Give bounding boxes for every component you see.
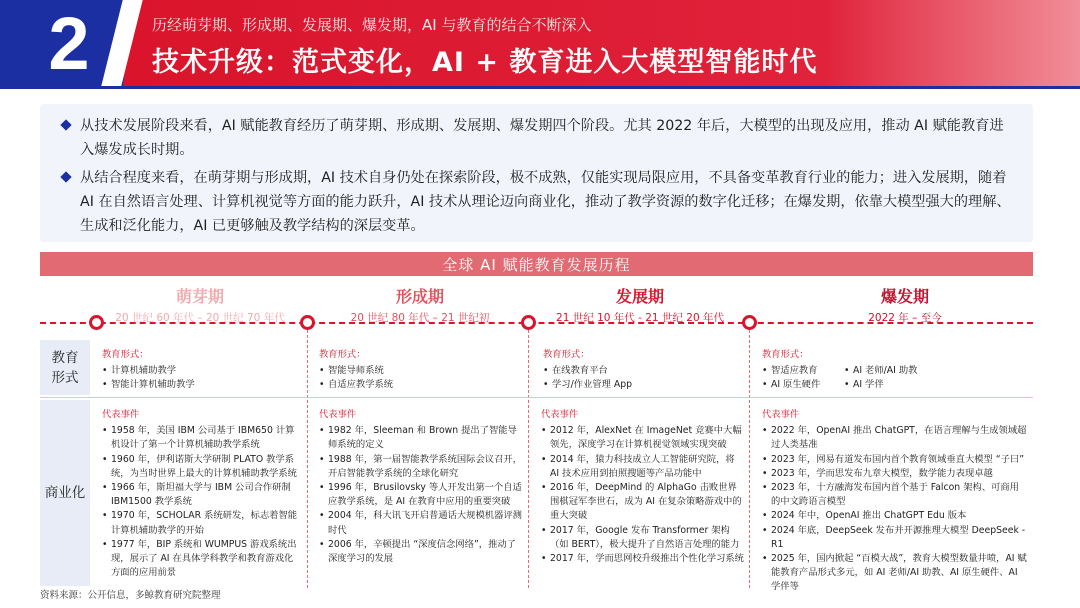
list-item: • 智能导师系统	[319, 364, 523, 378]
phase-name: 发展期	[615, 287, 664, 306]
header	[0, 0, 1080, 88]
phase-sprout	[95, 284, 305, 325]
header-subtitle: 历经萌芽期、形成期、发展期、爆发期，AI 与教育的结合不断深入	[152, 16, 592, 34]
list-item: • 2023 年，网易有道发布国内首个教育领域垂直大模型 “子曰”	[762, 453, 1028, 467]
row-label-commercial: 商业化	[40, 400, 90, 586]
list-item: • 在线教育平台	[543, 364, 747, 378]
source-note: 资料来源：公开信息，多鲸教育研究院整理	[40, 590, 221, 601]
section-number: 2	[48, 1, 90, 85]
events-list	[319, 424, 525, 566]
column-divider	[528, 330, 529, 588]
events-cell	[96, 402, 301, 580]
page-title: 技术升级：范式变化，AI + 教育进入大模型智能时代	[152, 47, 818, 78]
list-item: • 2023 年，学而思发布九章大模型，数学能力表现卓越	[762, 467, 1028, 481]
intro-box	[40, 104, 1033, 242]
list-item: • 智能计算机辅助教学	[102, 378, 304, 392]
events-header: 代表事件	[541, 409, 579, 420]
list-item: • 计算机辅助教学	[102, 364, 304, 378]
intro-paragraph	[80, 114, 1011, 162]
phase-name: 爆发期	[880, 287, 929, 306]
form-header: 教育形式：	[319, 349, 366, 360]
form-columns	[762, 364, 1026, 392]
list-item: • 1958 年，美国 IBM 公司基于 IBM650 计算机设计了第一个计算机辅助教学系统	[102, 424, 301, 452]
form-list	[762, 364, 832, 392]
form-cell	[537, 342, 747, 393]
list-item: • 1966 年，斯坦福大学与 IBM 公司合作研制 IBM1500 教学系统	[102, 481, 301, 509]
column-divider	[749, 330, 750, 588]
list-item: • 学习/作业管理 App	[543, 378, 747, 392]
form-list	[844, 364, 917, 392]
form-header: 教育形式：	[543, 349, 590, 360]
phase-development	[530, 284, 750, 325]
phase-name: 萌芽期	[175, 287, 224, 306]
intro-text: 从技术发展阶段来看，AI 赋能教育经历了萌芽期、形成期、发展期、爆发期四个阶段。尤其 2022 年后，大模型的出现及应用，推动 AI 赋能教育进入爆发成长时期。	[80, 118, 1004, 158]
form-header: 教育形式：	[762, 349, 809, 360]
column-divider	[307, 330, 308, 588]
list-item: • 2012 年，AlexNet 在 ImageNet 竞赛中大幅领先，深度学习在计算机视觉领域实现突破	[541, 424, 745, 452]
list-item: • 1960 年，伊利诺斯大学研制 PLATO 教学系统，为当时世界上最大的计算机辅助教学系统	[102, 453, 301, 481]
intro-text: 从结合程度来看，在萌芽期与形成期，AI 技术自身仍处在探索阶段，极不成熟，仅能实现局限应用，不具备变革教育行业的能力；进入发展期，随着 AI 在自然语言处理、计算机视觉等方面的能力跃升，AI 技术从理论迈向商业化，推动了教学资源的数字化迁移；在爆发期，依靠大模型强大的理解、生成和泛化能力，AI 已更够触及教学结构的深层变革。	[80, 170, 1011, 234]
row-label-form: 教育 形式	[40, 340, 90, 395]
list-item: • 1977 年，BIP 系统和 WUMPUS 游戏系统出现，展示了 AI 在具体学科教学和教育游戏化方面的应用前景	[102, 538, 301, 581]
phase-period: 2022 年 – 至今	[868, 312, 942, 324]
list-item: • AI 原生硬件	[762, 378, 832, 392]
list-item: • 2014 年，猿力科技成立人工智能研究院，将 AI 技术应用到拍照搜题等产品功能中	[541, 453, 745, 481]
form-header: 教育形式：	[102, 349, 149, 360]
list-item: • 2017 年，Google 发布 Transformer 架构（如 BERT），极大提升了自然语言处理的能力	[541, 524, 745, 552]
form-cell	[313, 342, 523, 393]
list-item: • 2024 年底，DeepSeek 发布并开源推理大模型 DeepSeek - R1	[762, 524, 1028, 552]
events-header: 代表事件	[102, 409, 140, 420]
form-cell	[96, 342, 304, 393]
timeline-node	[521, 315, 536, 330]
intro-paragraph	[80, 166, 1011, 238]
list-item: • AI 学伴	[844, 378, 917, 392]
timeline-title-band: 全球 AI 赋能教育发展历程	[40, 252, 1033, 276]
list-item: • AI 老师/AI 助教	[844, 364, 917, 378]
timeline-node	[300, 315, 315, 330]
list-item: • 自适应教学系统	[319, 378, 523, 392]
form-list	[319, 364, 523, 392]
list-item: • 2024 年中，OpenAI 推出 ChatGPT Edu 版本	[762, 509, 1028, 523]
list-item: • 2022 年，OpenAI 推出 ChatGPT，在语言理解与生成领域超过人类基准	[762, 424, 1028, 452]
list-item: • 2004 年，科大讯飞开启普通话大规模机器评测时代	[319, 509, 525, 537]
events-list	[541, 424, 745, 566]
list-item: • 2025 年，国内掀起 “百模大战”，教育大模型数量井喷，AI 赋能教育产品形式多元，如 AI 老师/AI 助教、AI 原生硬件、AI 学伴等	[762, 552, 1028, 595]
form-cell	[756, 342, 1026, 393]
events-cell	[756, 402, 1028, 595]
list-item: • 1996 年，Brusilovsky 等人开发出第一个自适应教学系统，是 AI 在教育中应用的重要突破	[319, 481, 525, 509]
phase-explosion	[790, 284, 1020, 325]
events-cell	[535, 402, 745, 566]
phase-name: 形成期	[395, 287, 444, 306]
timeline-node	[89, 315, 104, 330]
list-item: • 2006 年，辛顿提出 “深度信念网络”，推动了深度学习的发展	[319, 538, 525, 566]
list-item: • 2016 年，DeepMind 的 AlphaGo 击败世界围棋冠军李世石，成为 AI 在复杂策略游戏中的重大突破	[541, 481, 745, 524]
phase-period: 20 世纪 80 年代 – 21 世纪初	[350, 312, 490, 324]
phase-period: 21 世纪 10 年代 - 21 世纪 20 年代	[556, 312, 724, 324]
phase-period: 20 世纪 60 年代 – 20 世纪 70 年代	[115, 312, 285, 324]
form-list	[543, 364, 747, 392]
diamond-bullet-icon	[60, 171, 71, 182]
events-list	[102, 424, 301, 580]
events-cell	[313, 402, 525, 566]
timeline-axis	[40, 322, 1033, 324]
list-item: • 1982 年，Sleeman 和 Brown 提出了智能导师系统的定义	[319, 424, 525, 452]
list-item: • 1970 年，SCHOLAR 系统研发，标志着智能计算机辅助教学的开始	[102, 509, 301, 537]
list-item: • 2023 年，十方融海发布国内首个基于 Falcon 架构、可商用的中文跨语言模型	[762, 481, 1028, 509]
list-item: • 智适应教育	[762, 364, 832, 378]
header-underline	[0, 86, 1080, 89]
diamond-bullet-icon	[60, 119, 71, 130]
form-list	[102, 364, 304, 392]
list-item: • 2017 年，学而思网校升级推出个性化学习系统	[541, 552, 745, 566]
list-item: • 1988 年，第一届智能教学系统国际会议召开，开启智能教学系统的全球化研究	[319, 453, 525, 481]
phase-formation	[310, 284, 530, 325]
events-list	[762, 424, 1028, 594]
row-divider	[40, 397, 1033, 398]
events-header: 代表事件	[762, 409, 800, 420]
timeline-node	[742, 315, 757, 330]
events-header: 代表事件	[319, 409, 357, 420]
